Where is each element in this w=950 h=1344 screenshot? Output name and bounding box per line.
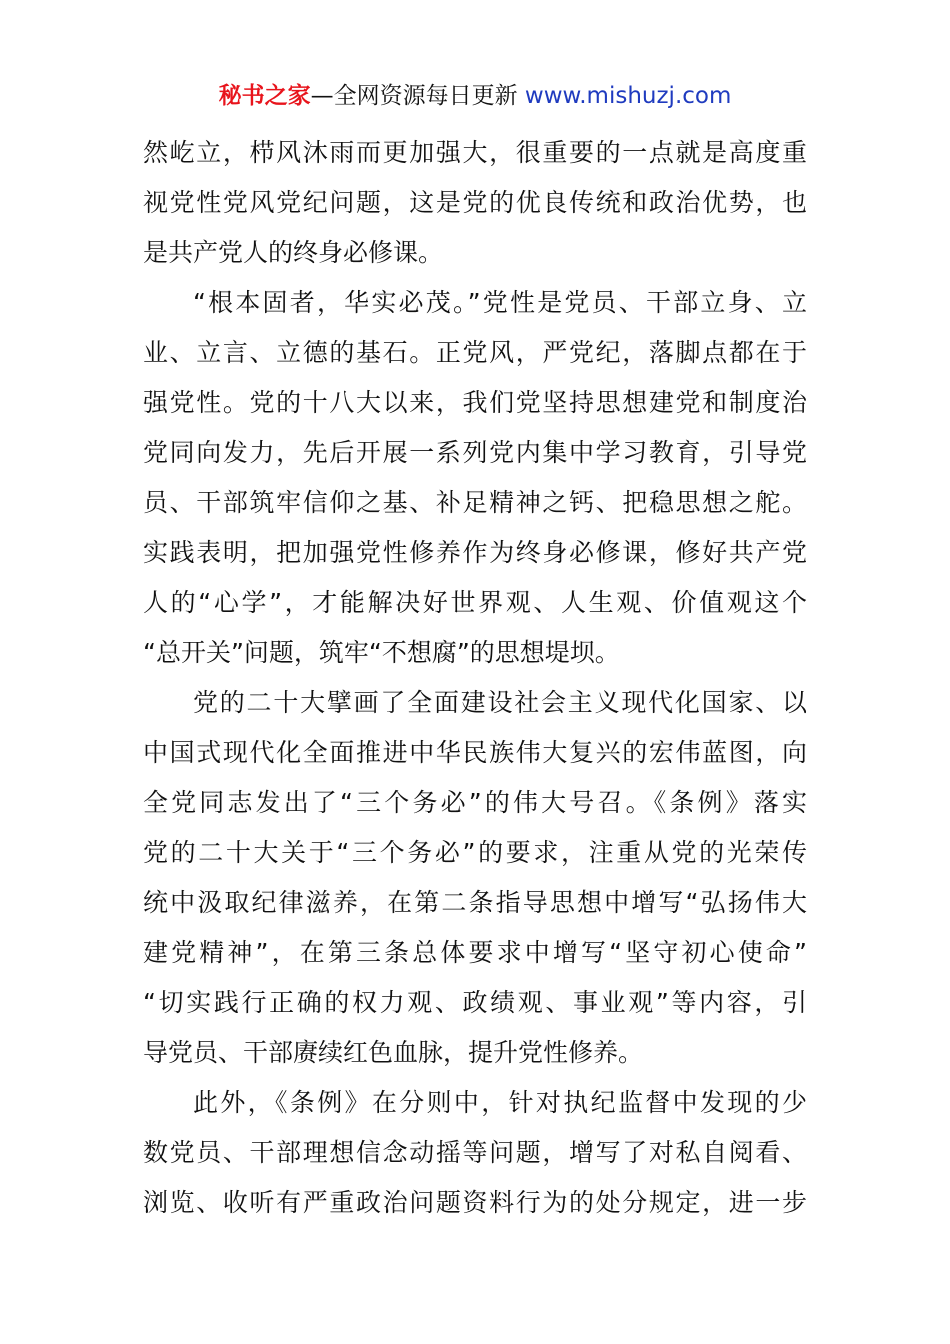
text-line: 实践表明，把加强党性修养作为终身必修课，修好共产党: [143, 538, 807, 567]
document-body: [143, 128, 807, 1228]
paragraph-end-line: “总开关”问题，筑牢“不想腐”的思想堤坝。: [143, 638, 620, 667]
text-line: 党同向发力，先后开展一系列党内集中学习教育，引导党: [143, 438, 807, 467]
text-line: 然屹立，栉风沐雨而更加强大，很重要的一点就是高度重: [143, 138, 807, 167]
text-line: 党的二十大关于“三个务必”的要求，注重从党的光荣传: [143, 838, 807, 867]
text-line: 强党性。党的十八大以来，我们党坚持思想建党和制度治: [143, 388, 807, 417]
text-line: 员、干部筑牢信仰之基、补足精神之钙、把稳思想之舵。: [143, 488, 807, 517]
text-line: “切实践行正确的权力观、政绩观、事业观”等内容，引: [143, 988, 807, 1017]
paragraph-start-line: 此外，《条例》在分则中，针对执纪监督中发现的少: [193, 1088, 807, 1117]
text-line: 统中汲取纪律滋养，在第二条指导思想中增写“弘扬伟大: [143, 888, 807, 917]
text-line: 全党同志发出了“三个务必”的伟大号召。《条例》落实: [143, 788, 807, 817]
text-line: 中国式现代化全面推进中华民族伟大复兴的宏伟蓝图，向: [143, 738, 807, 767]
paragraph-end-line: 是共产党人的终身必修课。: [143, 238, 444, 267]
paragraph-end-line: 导党员、干部赓续红色血脉，提升党性修养。: [143, 1038, 644, 1067]
text-line: 人的“心学”，才能解决好世界观、人生观、价值观这个: [143, 588, 807, 617]
text-line: 数党员、干部理想信念动摇等问题，增写了对私自阅看、: [143, 1138, 807, 1167]
text-line: 业、立言、立德的基石。正党风，严党纪，落脚点都在于: [143, 338, 807, 367]
site-header: [0, 78, 950, 114]
text-line: 浏览、收听有严重政治问题资料行为的处分规定，进一步: [143, 1188, 807, 1217]
text-line: 建党精神”，在第三条总体要求中增写“坚守初心使命”: [143, 938, 807, 967]
site-url[interactable]: www.mishuzj.com: [524, 83, 732, 109]
paragraph-start-line: 党的二十大擘画了全面建设社会主义现代化国家、以: [193, 688, 807, 717]
header-tagline: —全网资源每日更新: [310, 83, 525, 109]
text-line: 视党性党风党纪问题，这是党的优良传统和政治优势，也: [143, 188, 807, 217]
brand-name: 秘书之家: [218, 83, 311, 109]
paragraph-start-line: “根本固者，华实必茂。”党性是党员、干部立身、立: [193, 288, 807, 317]
